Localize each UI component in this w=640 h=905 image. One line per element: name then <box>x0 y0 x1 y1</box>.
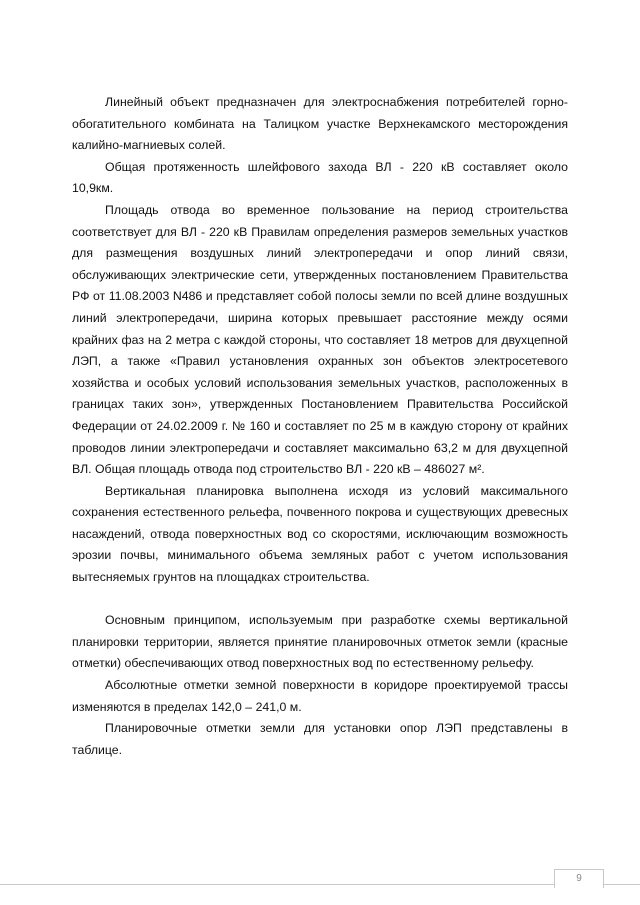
paragraph-length: Общая протяженность шлейфового захода ВЛ - 220 кВ составляет около 10,9км. <box>72 159 568 196</box>
paragraph-absolute-marks: Абсолютные отметки земной поверхности в коридоре проектируемой трассы изменяются в пределах 142,0 – 241,0 м. <box>72 678 568 714</box>
page-number: 9 <box>554 869 604 888</box>
paragraph-main-principle: Основным принципом, используемым при разработке схемы вертикальной планировки территории, является принятие планировочных отметок земли (красные отметки) обеспечивающих отвод поверхностных вод по естественному рельефу. <box>72 613 568 671</box>
paragraph-planning-marks: Планировочные отметки земли для установки опор ЛЭП представлены в таблице. <box>72 721 568 757</box>
paragraph-land-allotment: Площадь отвода во временное пользование на период строительства соответствует для ВЛ - 220 кВ Правилам определения размеров земельных участков для размещения воздушных линий электропередачи и опор линий связи, обслуживающих электрические сети, утвержденных постановлением Правительства РФ от 11.08.2003 N486 и представляет собой полосы земли по всей длине воздушных линий электропередачи, ширина которых превышает расстояние между осями крайних фаз на 2 метра с каждой стороны, что составляет 18 метров для двухцепной ЛЭП, а также «Правил установления охранных зон объектов электросетевого хозяйства и особых условий использования земельных участков, расположенных в границах таких зон», утвержденных Постановлением Правительства Российской Федерации от 24.02.2009 г. № 160 и составляет по 25 м в каждую сторону от крайних проводов линии электропередачи и составляет максимально 63,2 м для двухцепной ВЛ. Общая площадь отвода под строительство ВЛ - 220 кВ – 486027 м². <box>72 202 568 477</box>
footer-rule <box>0 884 640 885</box>
document-body <box>72 92 568 761</box>
paragraph-vertical-planning: Вертикальная планировка выполнена исходя из условий максимального сохранения естественного рельефа, почвенного покрова и существующих древесных насаждений, отвода поверхностных вод со скоростями, исключающим возможность эрозии почвы, минимального объема земляных работ с учетом использования вытесняемых грунтов на площадках строительства. <box>72 483 568 585</box>
paragraph-purpose: Линейный объект предназначен для электроснабжения потребителей горно-обогатительного комбината на Талицком участке Верхнекамского месторождения калийно-магниевых солей. <box>72 95 568 153</box>
